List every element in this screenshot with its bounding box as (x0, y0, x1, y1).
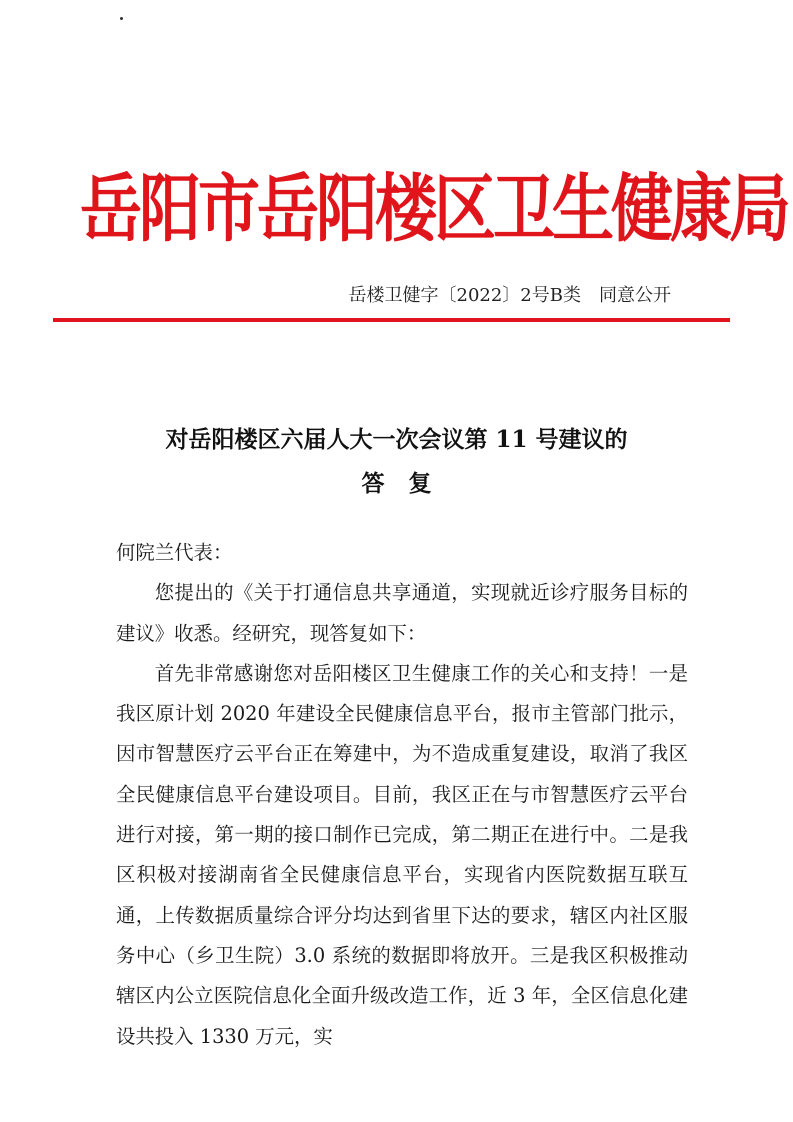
paragraph: 您提出的《关于打通信息共享通道，实现就近诊疗服务目标的建议》收悉。经研究，现答复如下： (116, 581, 688, 645)
letter-body (116, 533, 688, 1057)
paragraph: 首先非常感谢您对岳阳楼区卫生健康工作的关心和支持！一是我区原计划 2020 年建设全民健康信息平台，报市主管部门批示，因市智慧医疗云平台正在筹建中，为不造成重复建设，取消了我区全民健康信息平台建设项目。目前，我区正在与市智慧医疗云平台进行对接，第一期的接口制作已完成，第二期正在进行中。二是我区积极对接湖南省全民健康信息平台，实现省内医院数据互联互通，上传数据质量综合评分均达到省里下达的要求，辖区内社区服务中心（乡卫生院）3.0 系统的数据即将放开。三是我区积极推动辖区内公立医院信息化全面升级改造工作，近 3 年，全区信息化建设共投入 1330 万元，实 (116, 661, 688, 1048)
red-divider-line (53, 318, 730, 322)
agency-masthead: 岳阳市岳阳楼区卫生健康局 (80, 165, 789, 252)
greeting: 何院兰代表： (116, 541, 233, 564)
title-line-2: 答复 (361, 470, 456, 497)
document-number: 岳楼卫健字〔2022〕2号B类 同意公开 (348, 285, 671, 306)
title-line-1: 对岳阳楼区六届人大一次会议第 11 号建议的 (165, 426, 628, 453)
scan-speck (120, 17, 123, 20)
document-title (40, 418, 753, 506)
